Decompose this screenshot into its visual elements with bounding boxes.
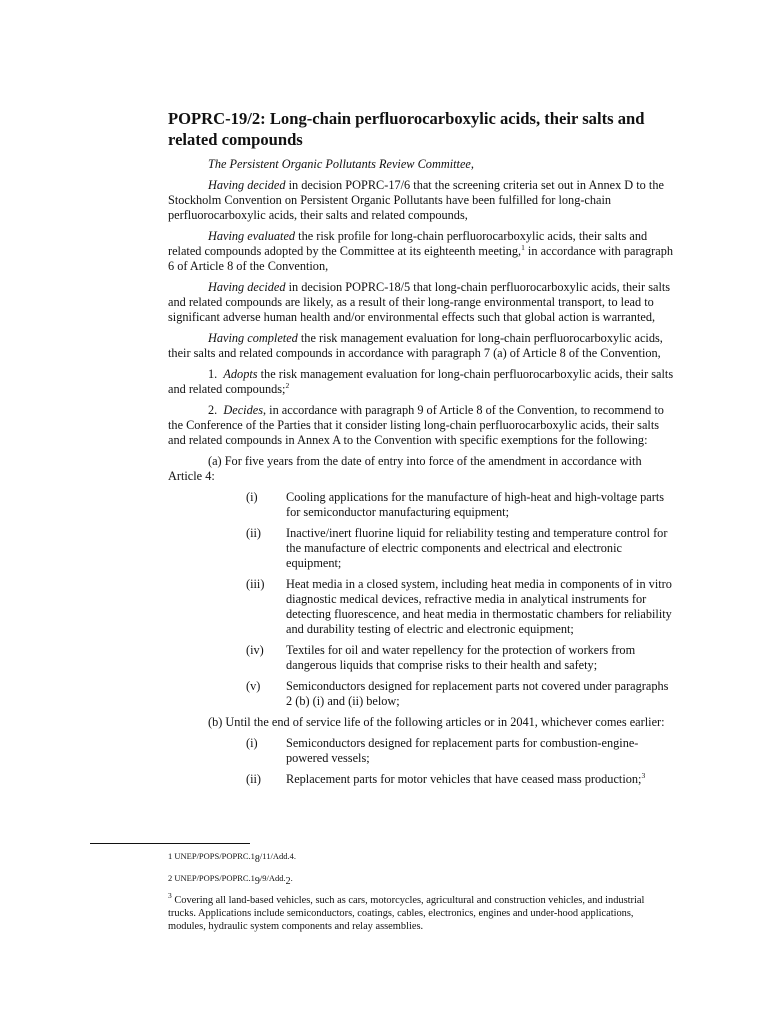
- preamble-paragraph: Having evaluated the risk profile for long-chain perfluorocarboxylic acids, their salts and related compounds adopted by the Committee at its eighteenth meeting,$^1$ in accordance with paragraph 6 of Article 8 of the Convention,: [168, 229, 674, 273]
- list-item: (i) Cooling applications for the manufacture of high-heat and high-voltage parts for semiconductor manufacturing equipment;: [246, 490, 665, 519]
- footnote-ref: 2: [285, 381, 290, 390]
- footnote-separator: [90, 843, 250, 844]
- preamble-paragraph: Having decided in decision POPRC-18/5 that long-chain perfluorocarboxylic acids, their salts and related compounds are likely, as a result of their long-range environmental transport, to lead to significant adverse human health and/or environmental effects such that global action is warranted,: [168, 280, 671, 324]
- committee-line: The Persistent Organic Pollutants Review Committee,: [208, 157, 474, 171]
- subsection-a-heading: (a) For five years from the date of entry into force of the amendment in accordance with Article 4:: [168, 454, 642, 483]
- footnote-1: 1 UNEP/$POPS/POPRC.1_8/11/Add.4$.: [168, 851, 296, 865]
- decision-title: POPRC-19/2: Long-chain perfluorocarboxylic acids, their salts and related compounds: [168, 109, 645, 149]
- preamble-paragraph: Having completed the risk management evaluation for long-chain perfluorocarboxylic acids, their salts and related compounds in accordance with paragraph 7 (a) of Article 8 of the Convention,: [168, 331, 663, 360]
- operative-paragraph-1: 1. Adopts the risk management evaluation for long-chain perfluorocarboxylic acids, their salts and related compounds;$^2$: [168, 367, 674, 396]
- operative-paragraph-2: 2. Decides, in accordance with paragraph 9 of Article 8 of the Convention, to recommend to the Conference of the Parties that it consider listing long-chain perfluorocarboxylic acids, their salts and related compounds in Annex A to the Convention with specific exemptions for the following:: [168, 403, 664, 447]
- footnotes: [168, 850, 668, 939]
- list-item: (v) Semiconductors designed for replacement parts not covered under paragraphs 2 (b) (i) and (ii) below;: [246, 679, 669, 708]
- preamble-paragraph: Having decided in decision POPRC-17/6 that the screening criteria set out in Annex D to the Stockholm Convention on Persistent Organic Pollutants have been fulfilled for long-chain perfluorocarboxylic acids, their salts and related compounds,: [168, 178, 664, 222]
- list-item: (ii) Inactive/inert fluorine liquid for reliability testing and temperature control for the manufacture of electric components and electrical and electronic equipment;: [246, 526, 668, 570]
- footnote-ref: 1: [521, 243, 525, 252]
- list-item: (ii) Replacement parts for motor vehicles that have ceased mass production;$^3$: [246, 771, 646, 786]
- footnote-ref: 3: [641, 771, 646, 780]
- footnote-2: 2 UNEP/$POPS/POPRC.1_9/9/Add._2$.: [168, 873, 293, 887]
- list-item: (iii) Heat media in a closed system, including heat media in components of in vitro diagnostic medical devices, refractive media in analytical instruments for detecting fluorescence, and heat media in thermostatic chambers for reliability and durability testing of electric and electronic equipment;: [246, 577, 672, 636]
- footnote-3: $^3$ Covering all land-based vehicles, such as cars, motorcycles, agricultural and construction vehicles, and industrial trucks. Applications include semiconductors, coatings, cables, electronics, engines and under-hood applications, modules, hydraulic system components and relay assemblies.: [168, 891, 645, 932]
- list-item: (iv) Textiles for oil and water repellency for the protection of workers from dangerous liquids that comprise risks to their health and safety;: [246, 643, 636, 672]
- document-body: [168, 108, 676, 793]
- list-item: (i) Semiconductors designed for replacement parts for combustion-engine-powered vessels;: [246, 736, 639, 765]
- subsection-b-heading: (b) Until the end of service life of the following articles or in 2041, whichever comes earlier:: [208, 715, 665, 729]
